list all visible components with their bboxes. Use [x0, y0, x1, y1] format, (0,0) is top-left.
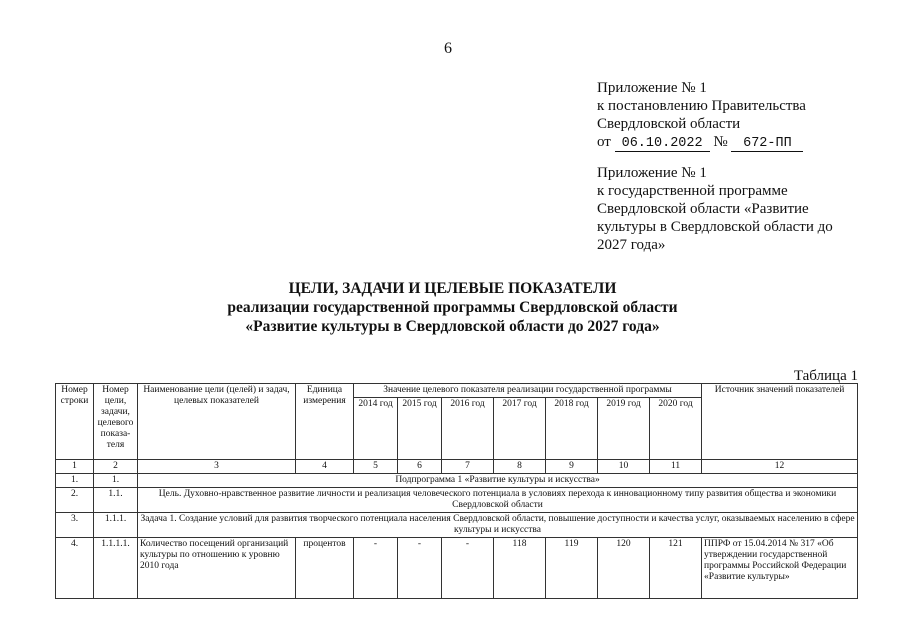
- row-code: 1.1.1.1.: [94, 538, 138, 599]
- targets-table: [55, 383, 858, 599]
- header-year: 2018 год: [546, 398, 598, 460]
- title-line-2: реализации государственной программы Свердловской области: [227, 299, 678, 316]
- title-line-1: ЦЕЛИ, ЗАДАЧИ И ЦЕЛЕВЫЕ ПОКАЗАТЕЛИ: [288, 280, 617, 297]
- page-number: 6: [444, 40, 452, 57]
- indicator-row: [56, 538, 858, 599]
- row-number: 4.: [56, 538, 94, 599]
- table-row: [56, 474, 858, 488]
- table-caption: Таблица 1: [793, 368, 858, 384]
- indicator-unit: процентов: [296, 538, 354, 599]
- indicator-value: -: [354, 538, 398, 599]
- column-number: 2: [94, 460, 138, 474]
- decree-number: 672-ПП: [731, 136, 803, 152]
- decree-date: 06.10.2022: [615, 136, 710, 152]
- header-unit: Единица измерения: [296, 384, 354, 460]
- number-label: №: [713, 134, 728, 150]
- header-year: 2020 год: [650, 398, 702, 460]
- header-year: 2015 год: [398, 398, 442, 460]
- annex-1-block: [597, 79, 806, 152]
- header-name: Наименование цели (целей) и задач, целевых показателей: [138, 384, 296, 460]
- header-row-number: Номер строки: [56, 384, 94, 460]
- column-number-row: [56, 460, 858, 474]
- header-year: 2016 год: [442, 398, 494, 460]
- from-label: от: [597, 134, 611, 150]
- annex-1-date-line: [597, 133, 806, 152]
- annex-1-title: Приложение № 1: [597, 80, 707, 96]
- column-number: 4: [296, 460, 354, 474]
- task-text: Задача 1. Создание условий для развития творческого потенциала населения Свердловской области, повышение доступности и качества услуг, оказываемых населению в сфере культуры и искусства: [138, 513, 858, 538]
- indicator-value: -: [442, 538, 494, 599]
- indicator-value: 119: [546, 538, 598, 599]
- document-title: [0, 279, 905, 336]
- annex-2-text: к государственной программе Свердловской области «Развитие культуры в Свердловской области до 2027 года»: [597, 183, 833, 253]
- column-number: 11: [650, 460, 702, 474]
- indicator-source: ППРФ от 15.04.2014 № 317 «Об утверждении государственной программы Российской Федерации «Развитие культуры»: [702, 538, 858, 599]
- header-item-number: Номер цели, задачи, целевого показа-теля: [94, 384, 138, 460]
- column-number: 9: [546, 460, 598, 474]
- header-year: 2014 год: [354, 398, 398, 460]
- indicator-value: 121: [650, 538, 702, 599]
- row-number: 3.: [56, 513, 94, 538]
- indicator-name: Количество посещений организаций культуры по отношению к уровню 2010 года: [138, 538, 296, 599]
- header-source: Источник значений показателей: [702, 384, 858, 460]
- column-number: 5: [354, 460, 398, 474]
- row-code: 1.1.: [94, 488, 138, 513]
- table-row: [56, 513, 858, 538]
- title-line-3: «Развитие культуры в Свердловской области до 2027 года»: [245, 318, 660, 335]
- header-values-group: Значение целевого показателя реализации государственной программы: [354, 384, 702, 398]
- table-row: [56, 488, 858, 513]
- row-code: 1.: [94, 474, 138, 488]
- column-number: 1: [56, 460, 94, 474]
- row-number: 1.: [56, 474, 94, 488]
- column-number: 8: [494, 460, 546, 474]
- subprogram-title: Подпрограмма 1 «Развитие культуры и искусства»: [138, 474, 858, 488]
- indicator-value: 118: [494, 538, 546, 599]
- row-number: 2.: [56, 488, 94, 513]
- column-number: 12: [702, 460, 858, 474]
- row-code: 1.1.1.: [94, 513, 138, 538]
- annex-2-title: Приложение № 1: [597, 165, 707, 181]
- indicator-value: 120: [598, 538, 650, 599]
- indicator-value: -: [398, 538, 442, 599]
- annex-1-line-1: к постановлению Правительства: [597, 98, 806, 114]
- column-number: 3: [138, 460, 296, 474]
- goal-text: Цель. Духовно-нравственное развитие личности и реализация человеческого потенциала в условиях перехода к инновационному типу развития общества и экономики Свердловской области: [138, 488, 858, 513]
- header-year: 2017 год: [494, 398, 546, 460]
- annex-2-block: [597, 164, 837, 254]
- column-number: 7: [442, 460, 494, 474]
- column-number: 6: [398, 460, 442, 474]
- annex-1-line-2: Свердловской области: [597, 116, 741, 132]
- column-number: 10: [598, 460, 650, 474]
- header-year: 2019 год: [598, 398, 650, 460]
